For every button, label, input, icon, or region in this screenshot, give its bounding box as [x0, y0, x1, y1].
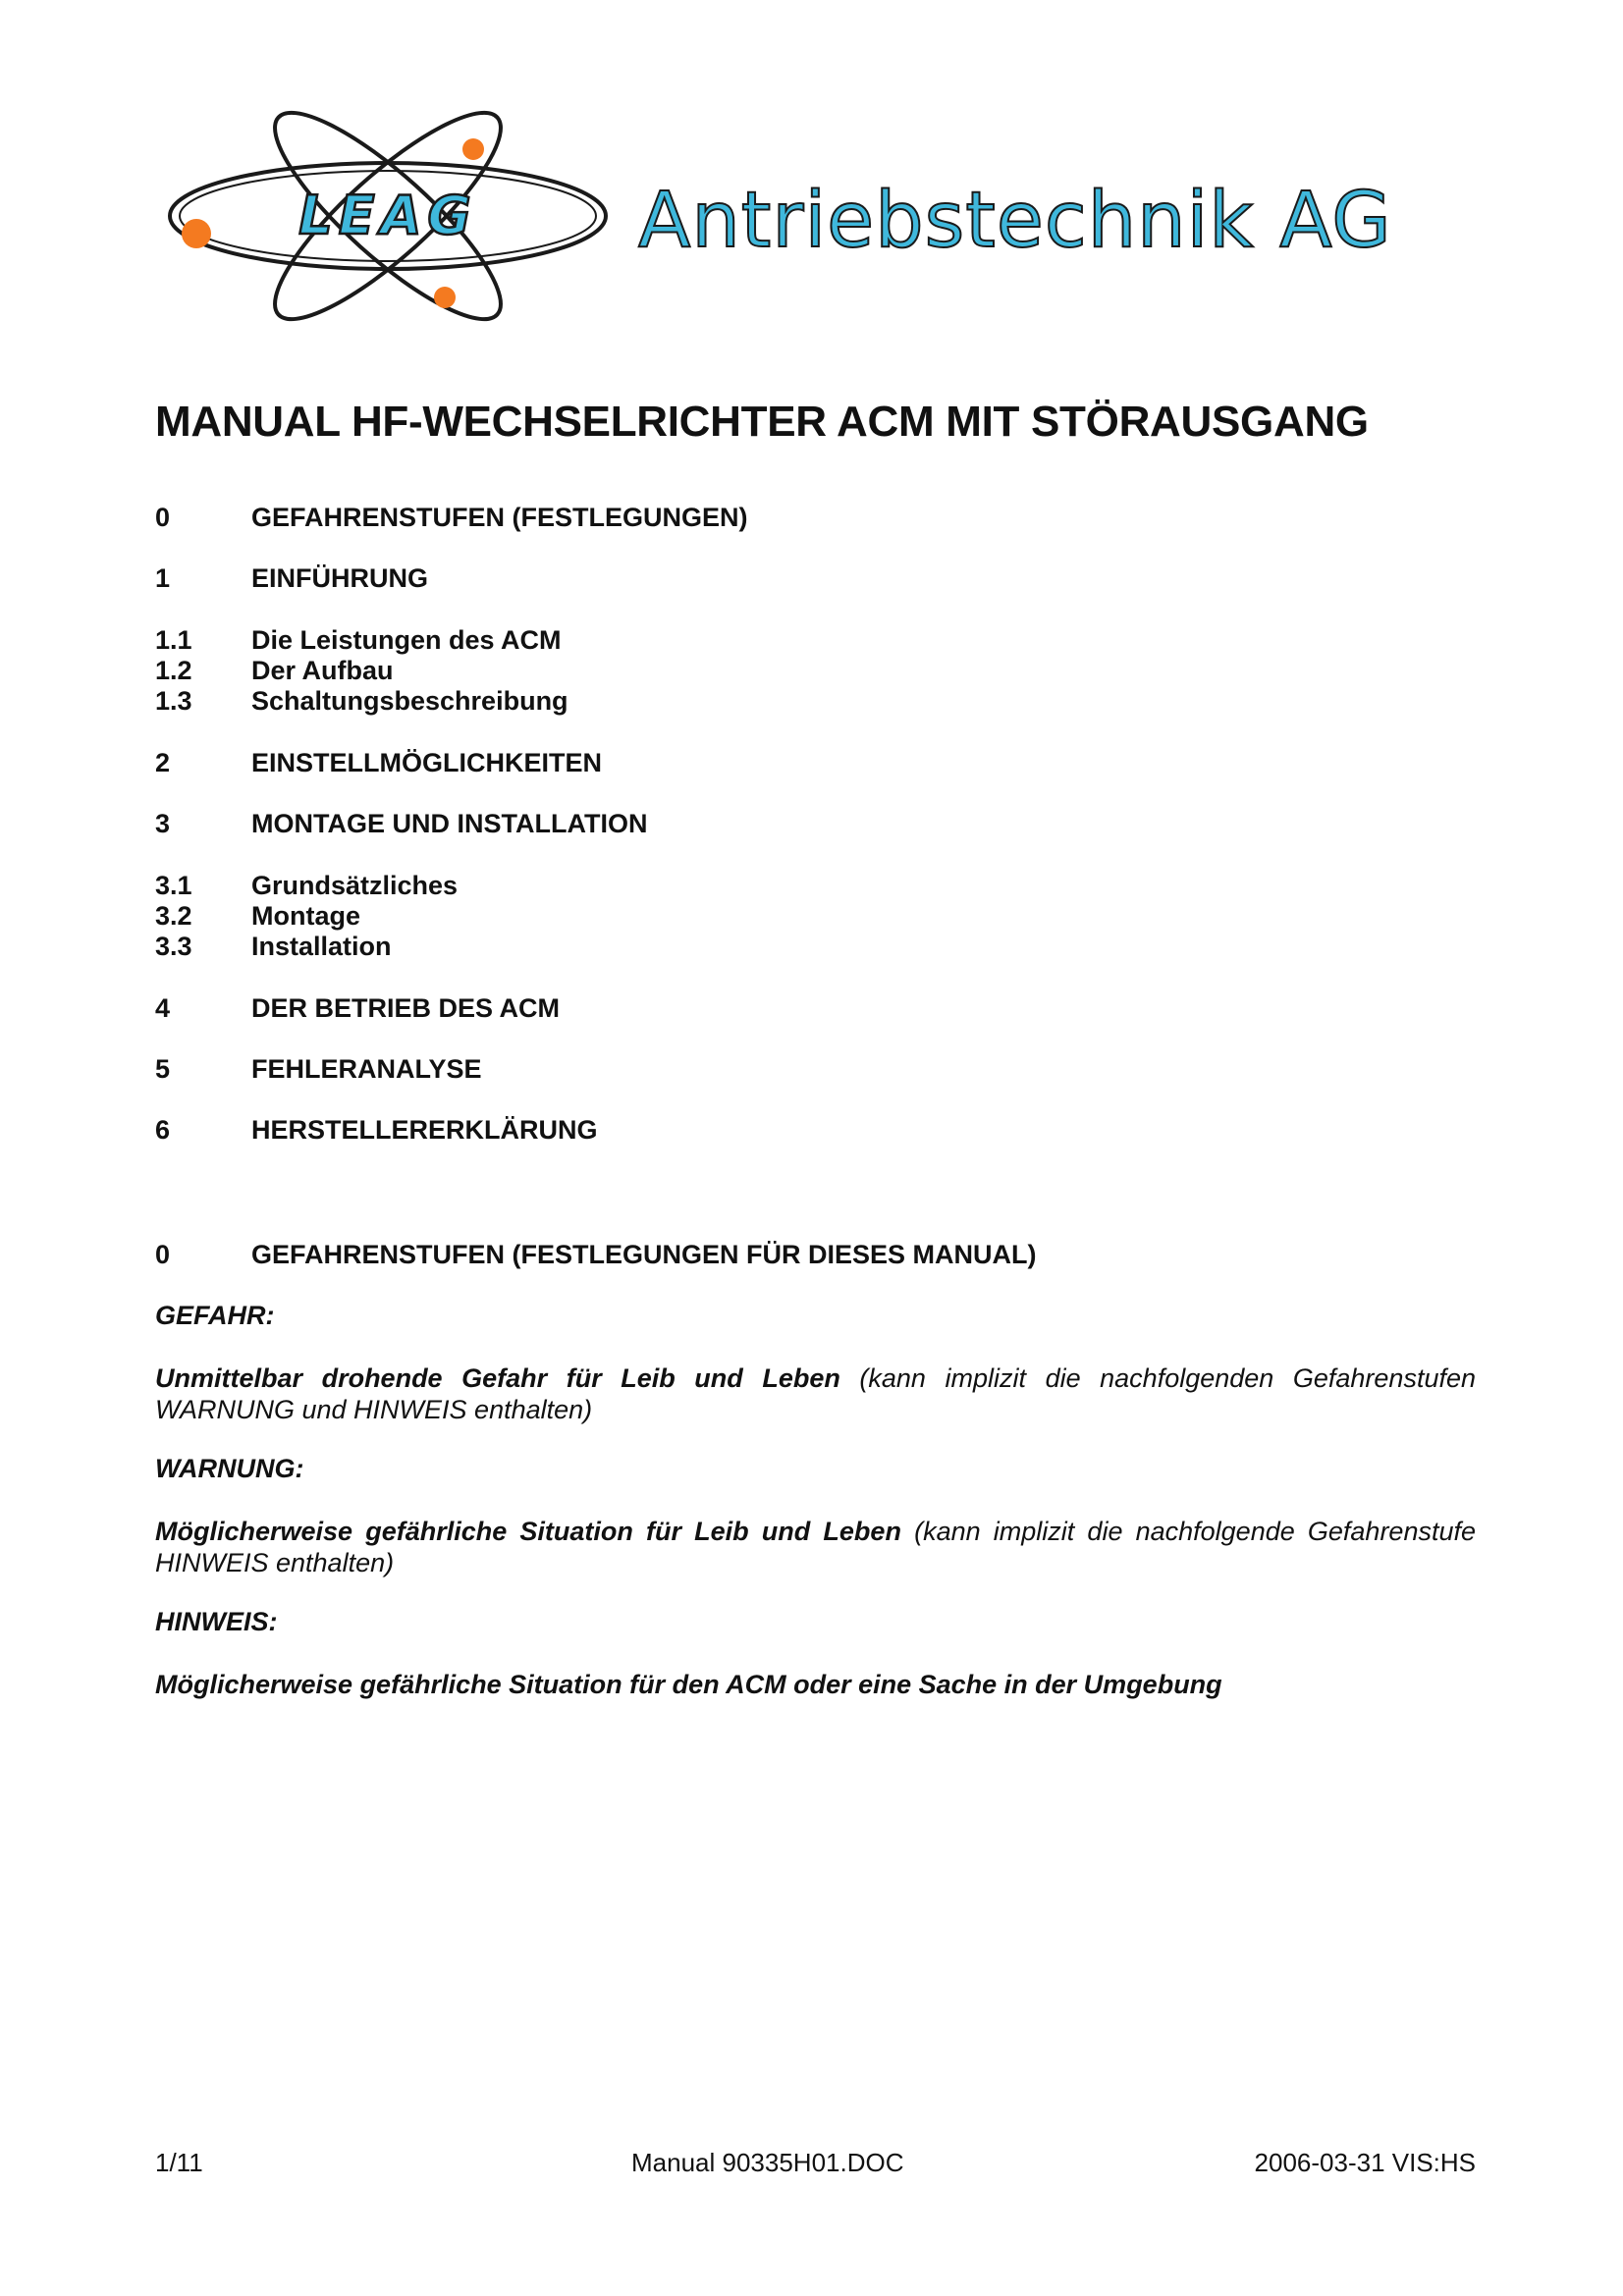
toc-label: Die Leistungen des ACM: [251, 625, 562, 655]
toc-label: EINSTELLMÖGLICHKEITEN: [251, 748, 602, 777]
toc-label: DER BETRIEB DES ACM: [251, 993, 561, 1023]
company-name: Antriebstechnik AG: [638, 177, 1392, 265]
section-number: 0: [155, 1240, 171, 1269]
toc-number: 3: [155, 809, 171, 838]
toc-number: 3.2: [155, 901, 192, 931]
section-title: GEFAHRENSTUFEN (FESTLEGUNGEN FÜR DIESES MANUAL): [251, 1240, 1037, 1269]
toc-label: GEFAHRENSTUFEN (FESTLEGUNGEN): [251, 503, 748, 532]
hazard-label-warnung: WARNUNG:: [155, 1454, 304, 1483]
hazard-label-gefahr: GEFAHR:: [155, 1301, 275, 1330]
toc-number: 1.3: [155, 686, 192, 716]
hazard-definition: Möglicherweise gefährliche Situation für den ACM oder eine Sache in der Umgebung: [155, 1670, 1222, 1699]
toc-label: Der Aufbau: [251, 656, 394, 685]
toc-number: 4: [155, 993, 171, 1023]
toc-label: MONTAGE UND INSTALLATION: [251, 809, 648, 838]
footer-filename: Manual 90335H01.DOC: [631, 2148, 904, 2177]
toc-label: Montage: [251, 901, 360, 931]
footer-date-reference: 2006-03-31 VIS:HS: [1254, 2148, 1476, 2177]
toc-number: 3.1: [155, 871, 192, 900]
logo-text: LEAG: [298, 185, 477, 246]
toc-number: 1: [155, 563, 171, 593]
toc-number: 6: [155, 1115, 171, 1145]
toc-number: 2: [155, 748, 171, 777]
page-title: MANUAL HF-WECHSELRICHTER ACM MIT STÖRAUSGANG: [155, 398, 1369, 446]
hazard-description-warnung: [155, 1516, 1476, 1578]
toc-number: 3.3: [155, 932, 192, 961]
hazard-definition: Unmittelbar drohende Gefahr für Leib und Leben: [155, 1363, 840, 1393]
company-header: [167, 108, 1483, 324]
toc-number: 1.1: [155, 625, 192, 655]
hazard-description-hinweis: [155, 1669, 1476, 1700]
toc-label: Grundsätzliches: [251, 871, 459, 900]
toc-number: 0: [155, 503, 171, 532]
hazard-label-hinweis: HINWEIS:: [155, 1607, 278, 1636]
hazard-description-gefahr: [155, 1362, 1476, 1425]
toc-label: FEHLERANALYSE: [251, 1054, 482, 1084]
toc-label: EINFÜHRUNG: [251, 563, 428, 593]
leag-atom-logo-icon: [167, 108, 628, 324]
hazard-note: (kann implizit die nachfolgende Gefahrenstufe HINWEIS enthalten): [155, 1517, 1476, 1577]
toc-number: 5: [155, 1054, 171, 1084]
toc-number: 1.2: [155, 656, 192, 685]
toc-label: Schaltungsbeschreibung: [251, 686, 568, 716]
footer-page-number: 1/11: [155, 2148, 203, 2177]
toc-label: Installation: [251, 932, 392, 961]
toc-label: HERSTELLERERKLÄRUNG: [251, 1115, 598, 1145]
hazard-definition: Möglicherweise gefährliche Situation für Leib und Leben: [155, 1517, 901, 1546]
hazard-note: (kann implizit die nachfolgenden Gefahrenstufen WARNUNG und HINWEIS enthalten): [155, 1363, 1476, 1424]
